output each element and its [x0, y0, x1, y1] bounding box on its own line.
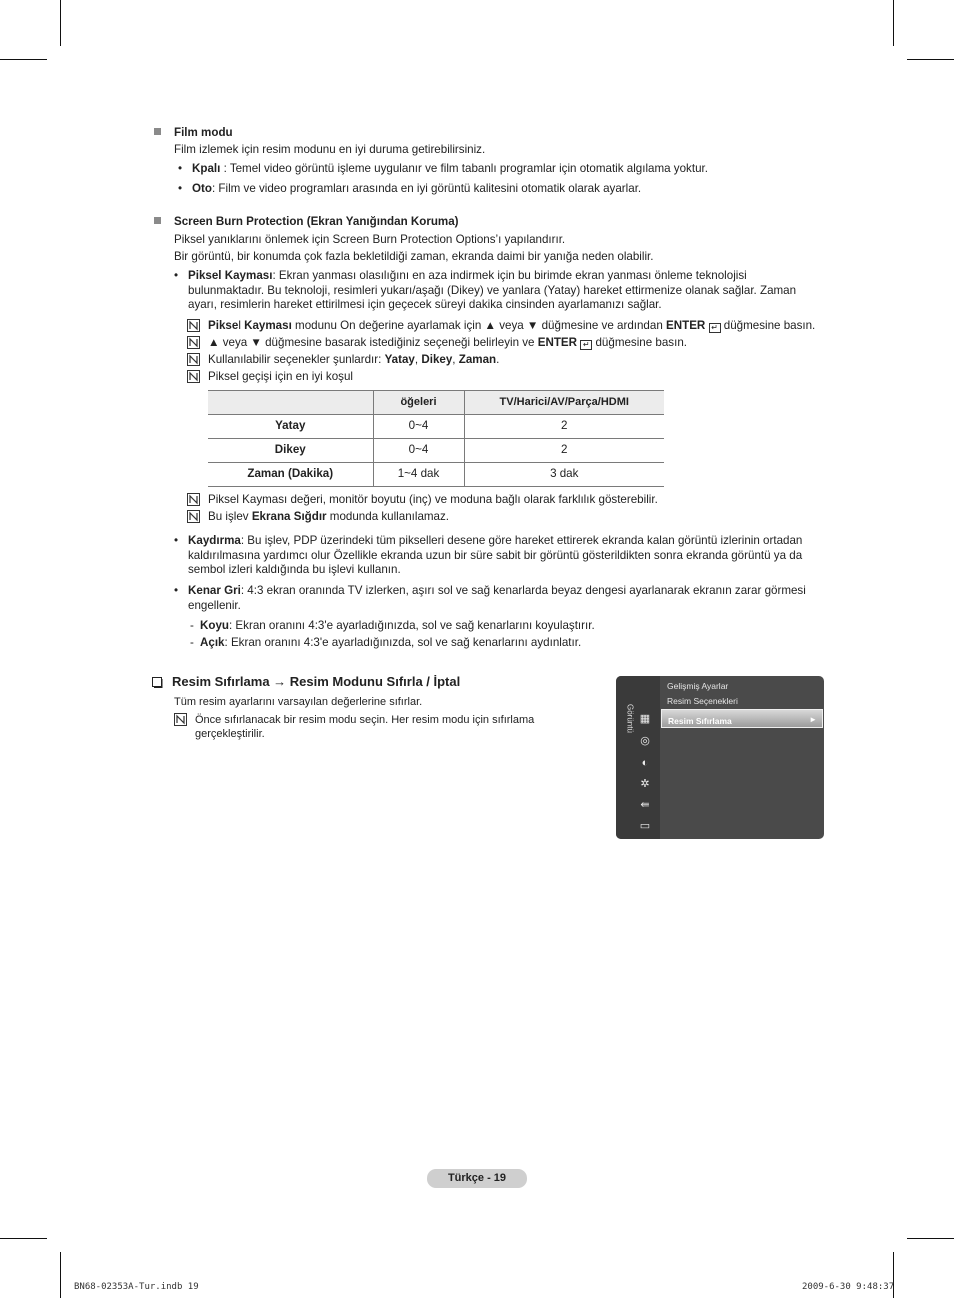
note-unavailable: Bu işlev Ekrana Sığdır modunda kullanılamaz. — [208, 510, 450, 523]
kaydirma-text: Kaydırma: Bu işlev, PDP üzerindeki tüm pikselleri desene göre hareket ettirerek ekranda kalan görüntü izlerinin ortadan kaldırılmasına yardımcı olur Özellikle ekranda uzun bir süre sabit bir görüntü gösterildikten sonra ekranda görüntü ya da sembol izleri kaldığında bu işlevi kullanın. — [188, 534, 803, 576]
bullet-icon: • — [174, 269, 179, 282]
tv-menu-item[interactable]: Gelişmiş Ayarlar — [667, 681, 729, 691]
setup-gear-icon: ✲ — [640, 778, 650, 790]
enter-icon: ↵ — [709, 323, 721, 333]
table-cell: 1~4 dak — [373, 463, 464, 487]
sbp-line1: Piksel yanıklarını önlemek için Screen Burn Protection Options’ı yapılandırır. — [174, 233, 566, 246]
bullet-icon: • — [178, 162, 183, 175]
table-cell: 0~4 — [373, 439, 464, 463]
film-modu-title: Film modu — [174, 126, 233, 139]
crop-mark — [0, 1238, 47, 1239]
channel-icon: ◐ — [641, 757, 649, 769]
table-header: TV/Harici/AV/Parça/HDMI — [464, 391, 664, 415]
checkbox-icon — [152, 677, 163, 688]
note-best-condition: Piksel geçişi için en iyi koşul — [208, 370, 353, 383]
picture-icon: ▦ — [639, 713, 651, 725]
note-icon — [187, 319, 200, 332]
table-row — [208, 463, 664, 487]
pixel-shift-table — [208, 390, 664, 487]
acik-text: Açık: Ekran oranını 4:3'e ayarladığınızda, sol ve sağ kenarlarını aydınlatır. — [200, 636, 582, 649]
table-cell: 2 — [464, 439, 664, 463]
crop-mark — [60, 1252, 61, 1298]
tv-menu-screenshot — [616, 676, 824, 839]
table-cell: Dikey — [208, 439, 373, 463]
note-icon — [187, 370, 200, 383]
tv-menu-selected-item[interactable] — [661, 709, 823, 728]
dash-icon: - — [190, 636, 194, 649]
piksel-kaymasi-text: Piksel Kayması: Ekran yanması olasılığını en aza indirmek için bu birimde ekran yanması önleme teknolojisi bulunmaktadır. Bu teknoloji, resimleri yukarı/aşağı (Dikey) ve yanlara (Yatay) hareket ettirmenize olanak sağlar. Zaman ayarı, resimlerin hareket ettirilmesi için geçecek süreyi dakika cinsinden ayarlamanızı sağlar. — [188, 269, 797, 311]
section-square-icon — [154, 128, 161, 135]
bullet-icon: • — [178, 182, 183, 195]
note-icon — [187, 353, 200, 366]
koyu-text: Koyu: Ekran oranını 4:3'e ayarladığınızda, sol ve sağ kenarlarını koyulaştırır. — [200, 619, 595, 632]
section-square-icon — [154, 217, 161, 224]
page-number: Türkçe - 19 — [427, 1169, 527, 1188]
film-kpali: Kpalı : Temel video görüntü işleme uygulanır ve film tabanlı programlar için otomatik algılama yoktur. — [192, 162, 708, 175]
note-select-option: ▲ veya ▼ düğmesine basarak istediğiniz seçeneği belirleyin ve ENTER ↵ düğmesine basın. — [208, 336, 687, 349]
reset-desc: Tüm resim ayarlarını varsayılan değerlerine sıfırlar. — [174, 696, 423, 708]
table-cell: Yatay — [208, 415, 373, 439]
tv-side-label: Görüntü — [625, 704, 635, 733]
table-row — [208, 415, 664, 439]
table-header — [208, 391, 373, 415]
note-options: Kullanılabilir seçenekler şunlardır: Yatay, Dikey, Zaman. — [208, 353, 500, 366]
note-icon — [187, 493, 200, 506]
bullet-icon: • — [174, 584, 179, 597]
table-cell: 3 dak — [464, 463, 664, 487]
crop-mark — [907, 1238, 954, 1239]
film-modu-desc: Film izlemek için resim modunu en iyi duruma getirebilirsiniz. — [174, 143, 486, 156]
table-row — [208, 439, 664, 463]
note-icon — [187, 336, 200, 349]
kenar-gri-text: Kenar Gri: 4:3 ekran oranında TV izlerken, aşırı sol ve sağ kenarlarda beyaz dengesi ayarlanarak ekranın zarar görmesi engellenir. — [188, 584, 806, 612]
crop-mark — [907, 59, 954, 60]
crop-mark — [0, 59, 47, 60]
tv-menu-selected-label: Resim Sıfırlama — [668, 716, 732, 726]
table-cell: Zaman (Dakika) — [208, 463, 373, 487]
reset-heading: Resim Sıfırlama → Resim Modunu Sıfırla / İptal — [172, 674, 461, 689]
crop-mark — [893, 0, 894, 46]
tv-menu-item[interactable]: Resim Seçenekleri — [667, 696, 738, 706]
note-value-varies: Piksel Kayması değeri, monitör boyutu (inç) ve moduna bağlı olarak farklılık gösterebilir. — [208, 493, 658, 506]
table-header: öğeleri — [373, 391, 464, 415]
note-piksel-on: Piksel Kayması modunu On değerine ayarlamak için ▲ veya ▼ düğmesine ve ardından ENTER ↵ düğmesine basın. — [208, 319, 816, 332]
print-filename: BN68-02353A-Tur.indb 19 — [74, 1282, 199, 1292]
table-header-row — [208, 391, 664, 415]
table-cell: 0~4 — [373, 415, 464, 439]
enter-icon: ↵ — [580, 340, 592, 350]
sound-icon: ◎ — [640, 735, 650, 747]
note-icon — [187, 510, 200, 523]
application-icon: ▭ — [639, 820, 651, 832]
crop-mark — [60, 0, 61, 46]
bullet-icon: • — [174, 534, 179, 547]
arrow-right-icon: ► — [809, 715, 817, 724]
input-icon: ⇚ — [640, 799, 650, 811]
film-oto: Oto: Film ve video programları arasında en iyi görüntü kalitesini otomatik olarak ayarlar. — [192, 182, 642, 195]
dash-icon: - — [190, 619, 194, 632]
note-icon — [174, 713, 187, 726]
sbp-line2: Bir görüntü, bir konumda çok fazla bekletildiği zaman, ekranda daimi bir yanığa neden olabilir. — [174, 250, 654, 263]
tv-menu-sidebar — [616, 676, 660, 839]
table-cell: 2 — [464, 415, 664, 439]
print-timestamp: 2009-6-30 9:48:37 — [802, 1282, 895, 1292]
reset-note: Önce sıfırlanacak bir resim modu seçin. Her resim modu için sıfırlama gerçekleştirilir. — [195, 714, 535, 740]
sbp-title: Screen Burn Protection (Ekran Yanığından Koruma) — [174, 215, 459, 228]
